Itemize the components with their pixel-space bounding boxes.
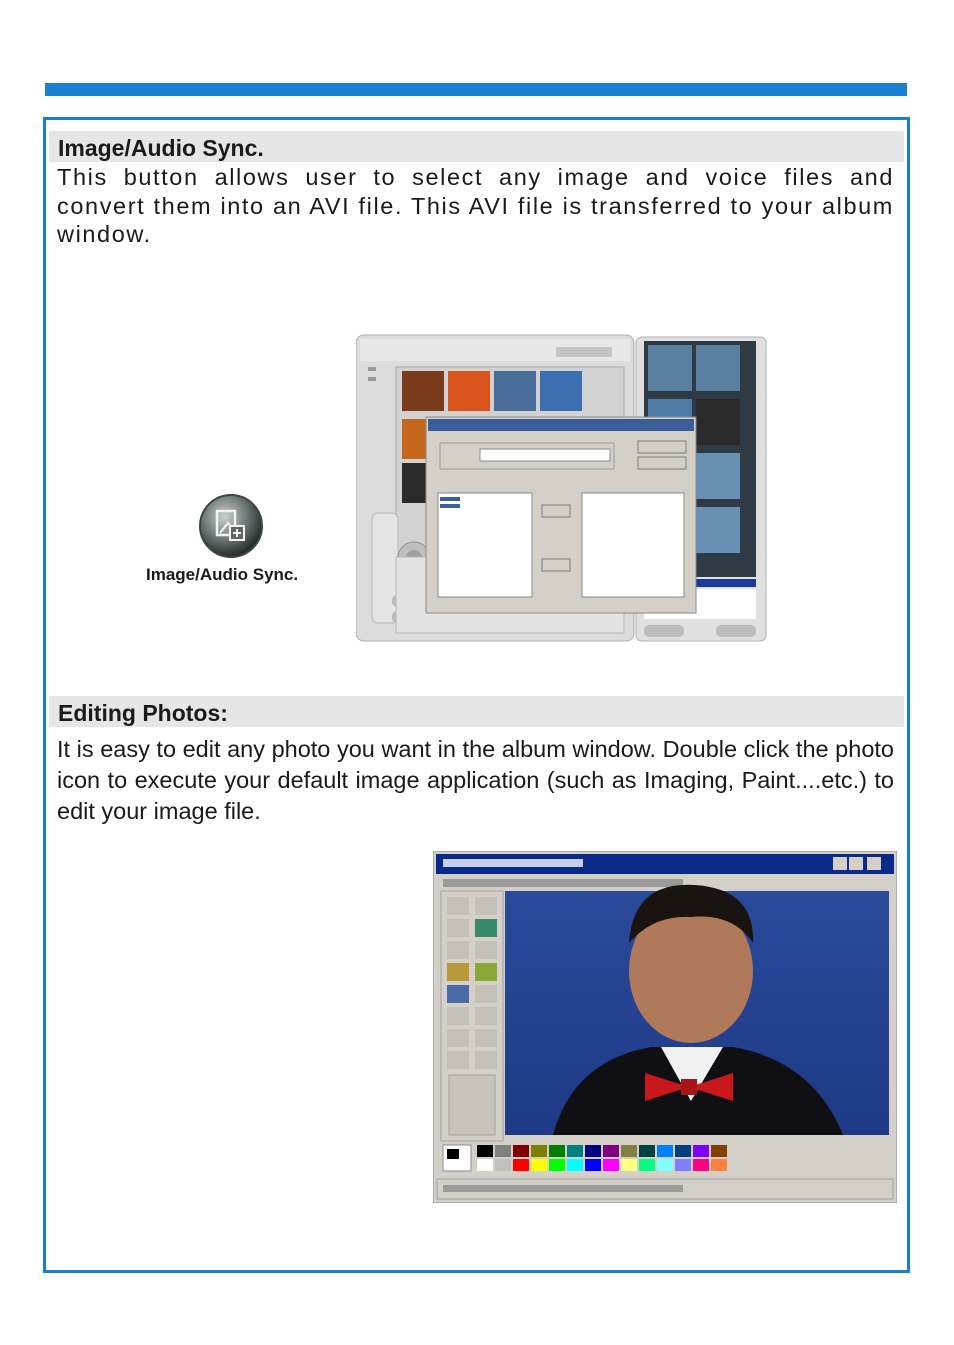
paint-program-screenshot <box>433 851 897 1203</box>
image-audio-sync-icon <box>198 493 264 559</box>
section-heading-band <box>49 131 904 162</box>
section-body-editing-photos: It is easy to edit any photo you want in the album window. Double click the photo icon to execute your default image application (such as Imaging, Paint....etc.) to edit your image file. <box>57 736 894 824</box>
image-audio-sync-caption: Image/Audio Sync. <box>146 565 299 584</box>
section-heading-editing-photos: Editing Photos: <box>58 700 228 726</box>
top-accent-bar <box>45 83 907 96</box>
album-software-screenshot <box>356 333 768 643</box>
section-heading-band <box>49 696 904 727</box>
section-heading-image-audio-sync: Image/Audio Sync. <box>58 135 264 161</box>
section-body-image-audio-sync: This button allows user to select any image and voice files and convert them into an AVI file. This AVI file is transferred to your album window. <box>57 164 894 247</box>
